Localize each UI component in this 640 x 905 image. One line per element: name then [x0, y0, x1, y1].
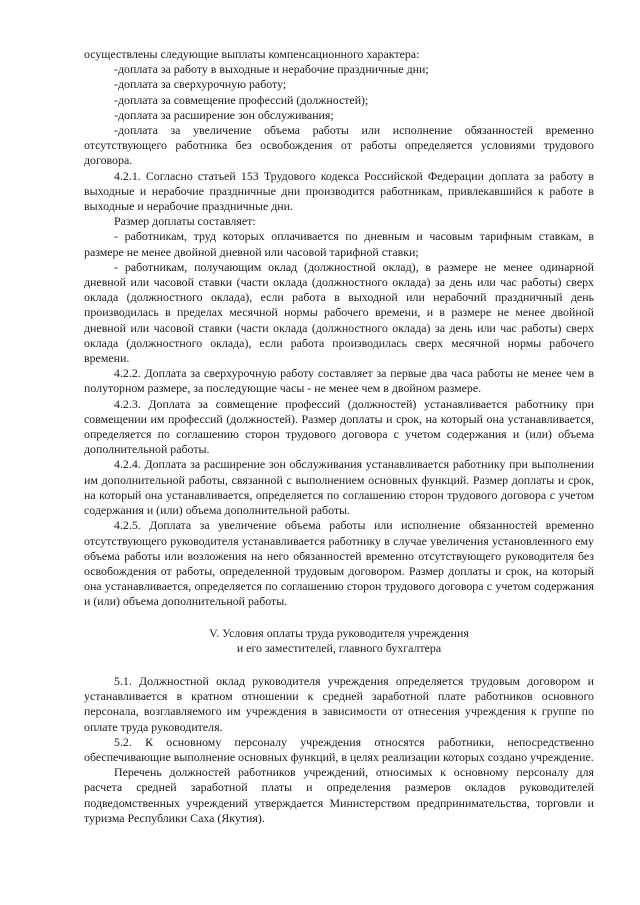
paragraph-4-2-4: 4.2.4. Доплата за расширение зон обслуживания устанавливается работнику при выполнении им дополнительной работы, связанной с выполнением основных функций. Размер доплаты и срок, на который она устанавливается, определяется по соглашению сторон трудового договора с учетом содержания и (или) объема дополнительной работы.	[84, 457, 594, 518]
paragraph-4-2-3: 4.2.3. Доплата за совмещение профессий (должностей) устанавливается работнику при совмещении им профессий (должностей). Размер доплаты и срок, на который она устанавливается, определяется по соглашению сторон трудового договора с учетом содержания и (или) объема дополнительной работы.	[84, 396, 594, 457]
amount-item-1: - работникам, труд которых оплачивается по дневным и часовым тарифным ставкам, в размере не менее двойной дневной или часовой тарифной ставки;	[84, 229, 594, 259]
section-v-title-line-1: V. Условия оплаты труда руководителя учреждения	[209, 625, 469, 640]
amount-item-2: - работникам, получающим оклад (должностной оклад), в размере не менее одинарной дневной или часовой ставки (части оклада (должностного оклада) за день или час работы) сверх оклада (должностного оклада), если работа в выходной или нерабочий праздничный день производилась в пределах месячной нормы рабочего времени, и в размере не менее двойной дневной или часовой ставки (части оклада (должностного оклада) за день или час работы) сверх оклада (должностного оклада), если работа производилась сверх месячной нормы рабочего времени.	[84, 259, 594, 366]
paragraph-4-2-5: 4.2.5. Доплата за увеличение объема работы или исполнение обязанностей временно отсутствующего руководителя устанавливается работнику в случае увеличения установленного ему объема работы или возложения на него обязанностей временно отсутствующего руководителя без освобождения от работы, определенной трудовым договором. Размер доплаты и срок, на который она устанавливается, определяется по соглашению сторон трудового договора с учетом содержания и (или) объема дополнительной работы.	[84, 518, 594, 609]
list-item: -доплата за расширение зон обслуживания;	[114, 107, 334, 122]
section-v-title-line-2: и его заместителей, главного бухгалтера	[236, 640, 442, 655]
section-v-heading	[84, 626, 594, 656]
list-item: -доплата за сверхурочную работу;	[114, 77, 287, 92]
list-item: -доплата за совмещение профессий (должностей);	[114, 92, 369, 107]
intro-line: осуществлены следующие выплаты компенсационного характера:	[84, 47, 420, 61]
paragraph-4-2-1: 4.2.1. Согласно статьей 153 Трудового кодекса Российской Федерации доплата за работу в выходные и нерабочие праздничные дни производится работникам, привлекавшийся к работе в выходные и нерабочие праздничные дни.	[84, 168, 594, 214]
list-item: -доплата за работу в выходные и нерабочие праздничные дни;	[114, 62, 429, 77]
paragraph-5-2: 5.2. К основному персоналу учреждения относятся работники, непосредственно обеспечивающие выполнение основных функций, в целях реализации которых создано учреждение.	[84, 734, 594, 764]
amount-intro: Размер доплаты составляет:	[114, 214, 256, 229]
paragraph-5-1: 5.1. Должностной оклад руководителя учреждения определяется трудовым договором и устанавливается в кратном отношении к средней заработной плате работников основного персонала, возглавляемого им учреждения в зависимости от отнесения учреждения к группе по оплате труда руководителя.	[84, 673, 594, 734]
document-body	[84, 47, 594, 826]
list-item: -доплата за увеличение объема работы или исполнение обязанностей временно отсутствующего работника без освобождения от работы определяется условиями трудового договора.	[84, 123, 594, 168]
paragraph-4-2-2: 4.2.2. Доплата за сверхурочную работу составляет за первые два часа работы не менее чем в полуторном размере, за последующие часы - не менее чем в двойном размере.	[84, 366, 594, 396]
paragraph-position-list: Перечень должностей работников учреждений, относимых к основному персоналу для расчета средней заработной платы и определения размеров окладов руководителей подведомственных учреждений утверждается Министерством предпринимательства, торговли и туризма Республики Саха (Якутия).	[84, 765, 594, 825]
